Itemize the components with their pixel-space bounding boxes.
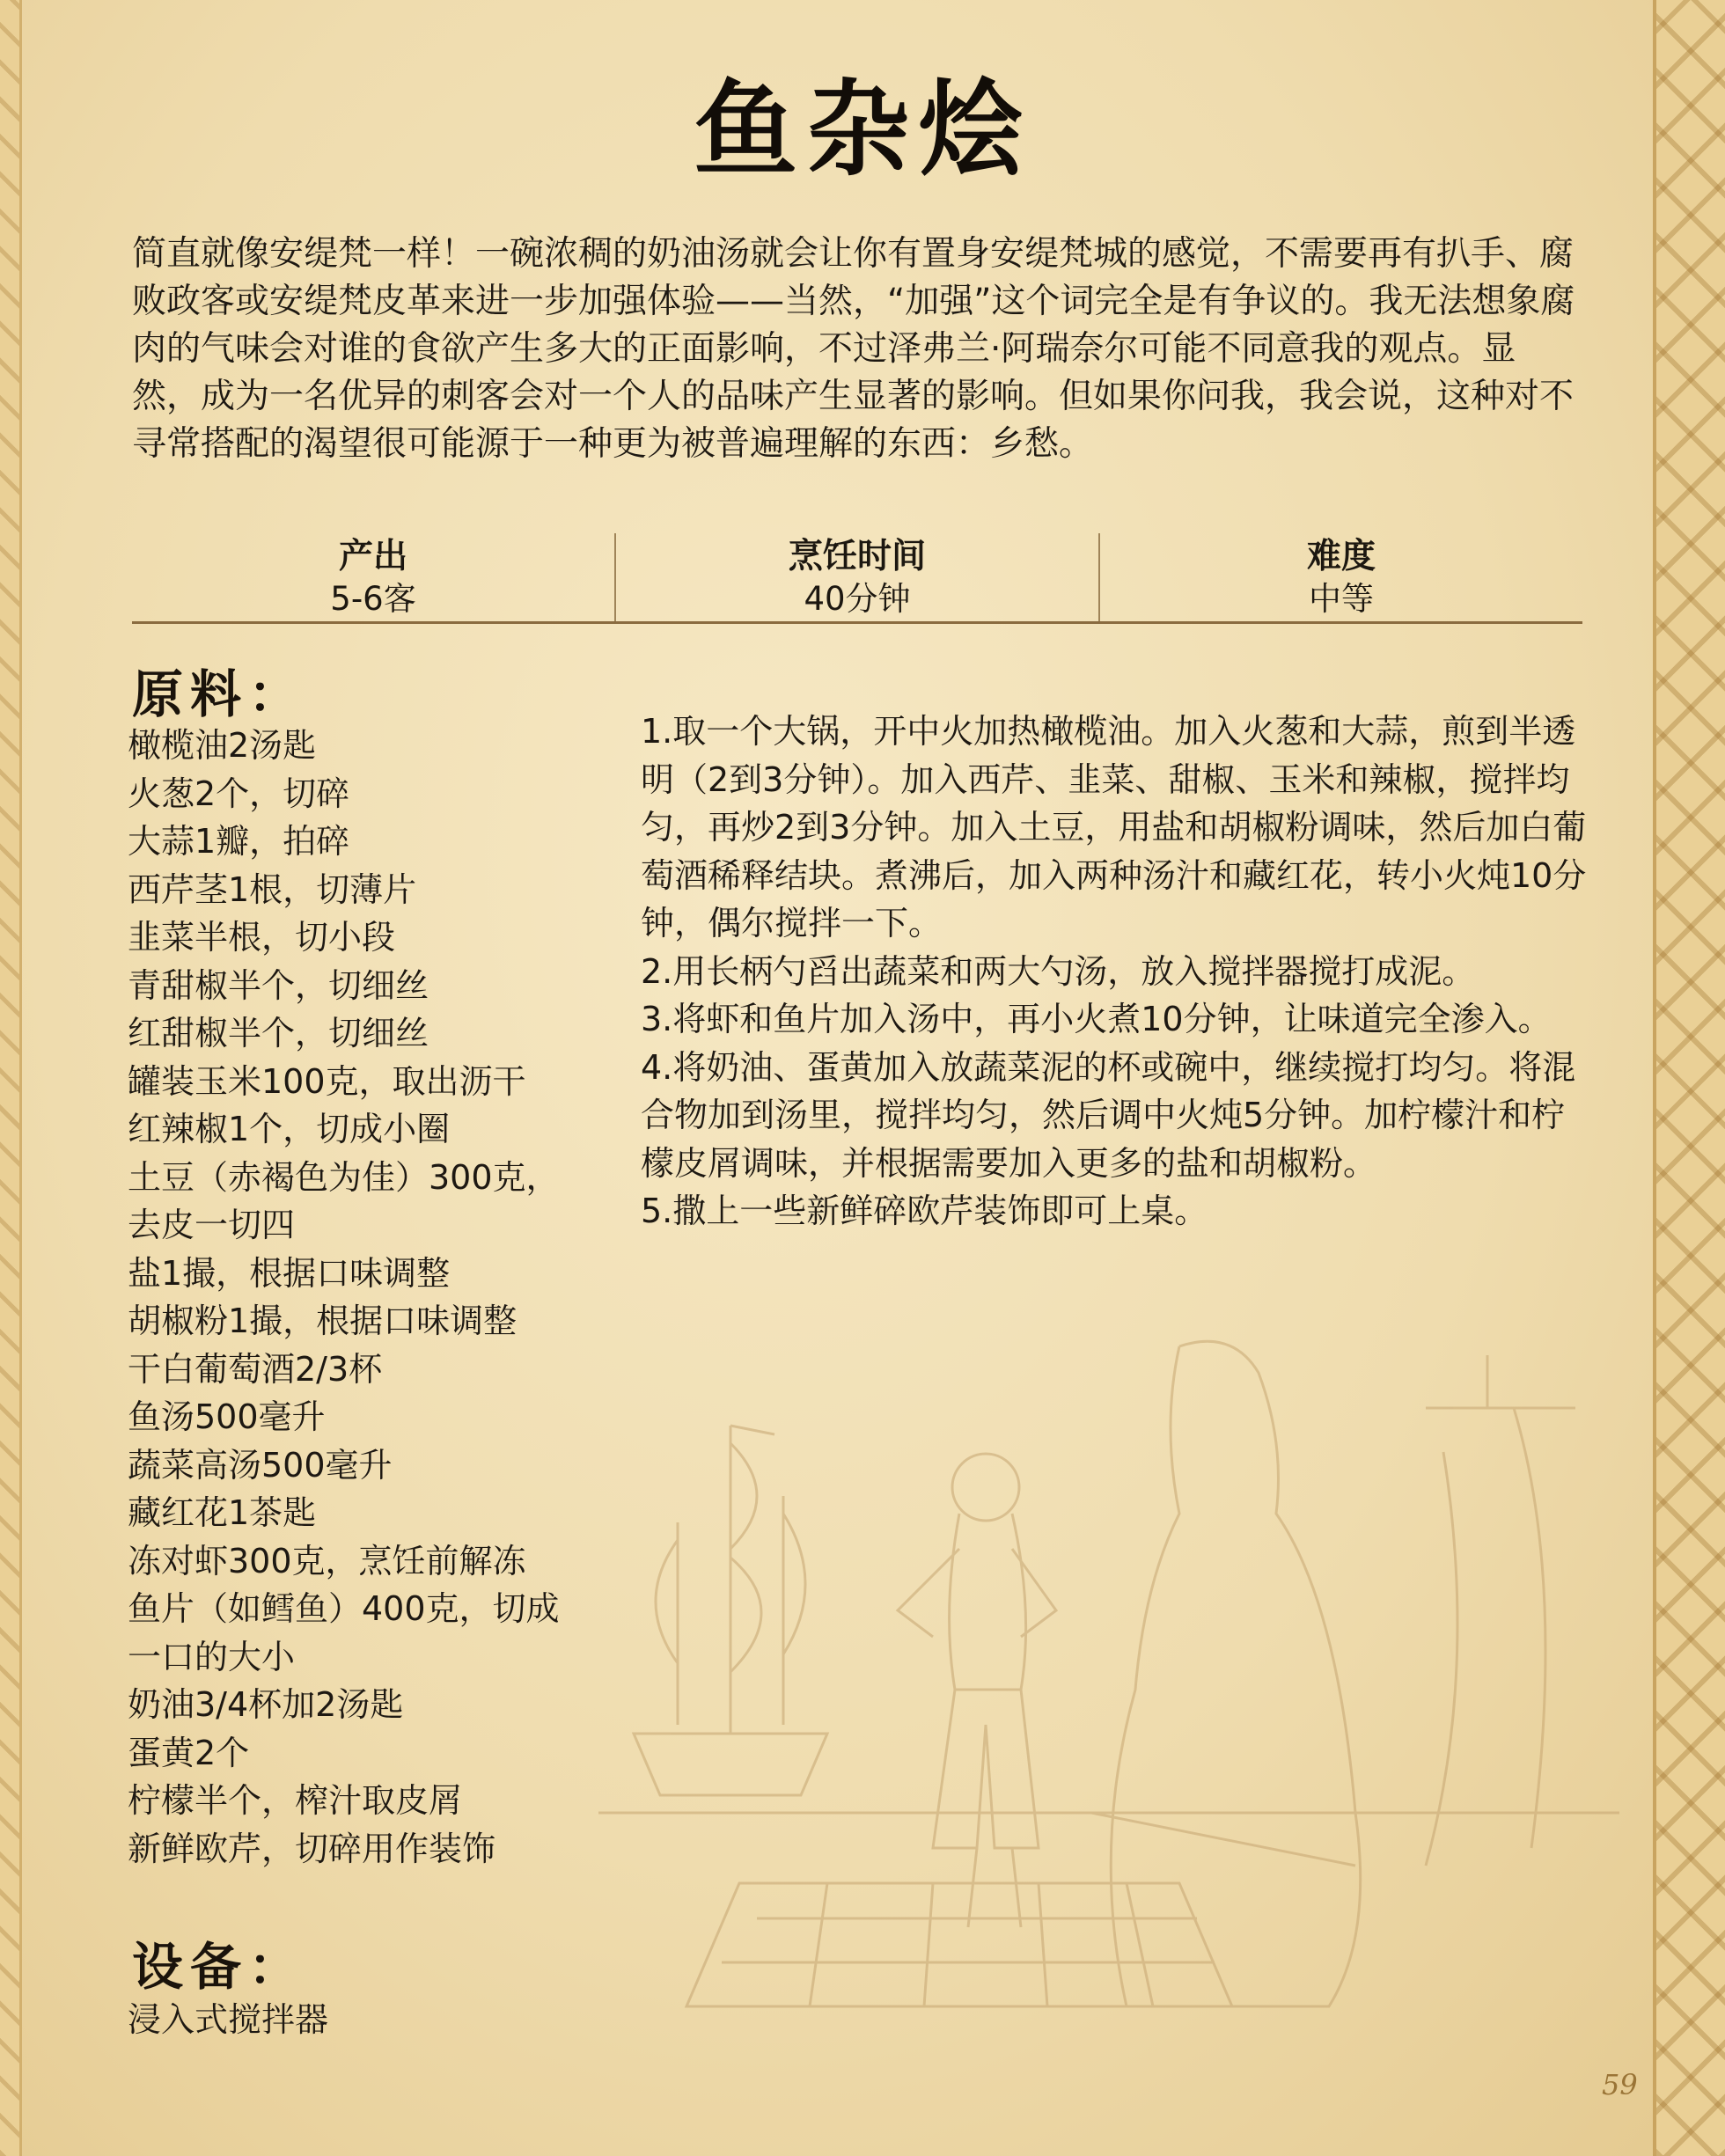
list-item: 橄榄油2汤匙 xyxy=(128,726,317,765)
stat-label: 烹饪时间 xyxy=(788,537,926,576)
stat-label: 难度 xyxy=(1306,537,1376,576)
recipe-intro: 简直就像安缇梵一样！一碗浓稠的奶油汤就会让你有置身安缇梵城的感觉，不需要再有扒手、腐败政客或安缇梵皮革来进一步加强体验——当然，“加强”这个词完全是有争议的。我无法想象腐肉的气味会对谁的食欲产生多大的正面影响，不过泽弗兰·阿瑞奈尔可能不同意我的观点。显然，成为一名优异的刺客会对一个人的品味产生显著的影响。但如果你问我，我会说，这种对不寻常搭配的渴望很可能源于一种更为被普遍理解的东西：乡愁。 xyxy=(132,234,1575,464)
list-item: 柠檬半个，榨汁取皮屑 xyxy=(128,1781,463,1820)
decorative-border-left xyxy=(0,0,22,2156)
equipment-text: 浸入式搅拌器 xyxy=(128,2000,329,2039)
list-item: 新鲜欧芹，切碎用作装饰 xyxy=(128,1829,496,1868)
step-item: 5.撒上一些新鲜碎欧芹装饰即可上桌。 xyxy=(641,1192,1208,1230)
list-item: 鱼片（如鳕鱼）400克，切成一口的大小 xyxy=(128,1589,560,1676)
list-item: 红辣椒1个，切成小圈 xyxy=(128,1110,451,1148)
stat-label: 产出 xyxy=(338,537,407,576)
background-illustration xyxy=(563,1320,1646,2024)
ingredients-list xyxy=(128,722,568,1873)
step-item: 3.将虾和鱼片加入汤中，再小火煮10分钟，让味道完全渗入。 xyxy=(641,1000,1552,1038)
step-item: 1.取一个大锅，开中火加热橄榄油。加入火葱和大蒜，煎到半透明（2到3分钟）。加入西芹、韭菜、甜椒、玉米和辣椒，搅拌均匀，再炒2到3分钟。加入土豆，用盐和胡椒粉调味，然后加白葡萄酒稀释结块。煮沸后，加入两种汤汁和藏红花，转小火炖10分钟，偶尔搅拌一下。 xyxy=(641,712,1587,942)
list-item: 大蒜1瓣，拍碎 xyxy=(128,822,350,861)
steps-list xyxy=(641,708,1596,1236)
stat-difficulty xyxy=(1098,533,1582,621)
step-item: 4.将奶油、蛋黄加入放蔬菜泥的杯或碗中，继续搅打均匀。将混合物加到汤里，搅拌均匀，然后调中火炖5分钟。加柠檬汁和柠檬皮屑调味，并根据需要加入更多的盐和胡椒粉。 xyxy=(641,1047,1576,1183)
equipment-heading: 设备： xyxy=(132,1937,307,1997)
list-item: 韭菜半根，切小段 xyxy=(128,918,396,957)
stat-value: 5-6客 xyxy=(330,580,416,618)
list-item: 盐1撮，根据口味调整 xyxy=(128,1253,451,1293)
list-item: 冻对虾300克，烹饪前解冻 xyxy=(128,1541,526,1580)
recipe-stats xyxy=(132,533,1582,624)
stat-cook-time xyxy=(614,533,1098,621)
list-item: 胡椒粉1撮，根据口味调整 xyxy=(128,1302,518,1340)
list-item: 干白葡萄酒2/3杯 xyxy=(128,1349,383,1389)
list-item: 土豆（赤褐色为佳）300克，去皮一切四 xyxy=(128,1157,560,1244)
recipe-title: 鱼杂烩 xyxy=(693,68,1031,190)
page-number: 59 xyxy=(1602,2068,1638,2101)
stat-value: 40分钟 xyxy=(804,580,911,618)
step-item: 2.用长柄勺舀出蔬菜和两大勺汤，放入搅拌器搅打成泥。 xyxy=(641,951,1476,991)
list-item: 奶油3/4杯加2汤匙 xyxy=(128,1685,404,1724)
list-item: 青甜椒半个，切细丝 xyxy=(128,965,429,1005)
list-item: 罐装玉米100克，取出沥干 xyxy=(128,1061,526,1101)
list-item: 火葱2个，切碎 xyxy=(128,774,350,813)
stat-yield xyxy=(132,533,614,621)
list-item: 西芹茎1根，切薄片 xyxy=(128,869,417,909)
stat-value: 中等 xyxy=(1309,580,1374,618)
list-item: 藏红花1茶匙 xyxy=(128,1493,317,1532)
list-item: 红甜椒半个，切细丝 xyxy=(128,1014,429,1052)
list-item: 鱼汤500毫升 xyxy=(128,1397,326,1436)
list-item: 蛋黄2个 xyxy=(128,1733,250,1772)
list-item: 蔬菜高汤500毫升 xyxy=(128,1445,393,1485)
ingredients-heading: 原料： xyxy=(132,664,307,724)
decorative-border-right xyxy=(1653,0,1725,2156)
